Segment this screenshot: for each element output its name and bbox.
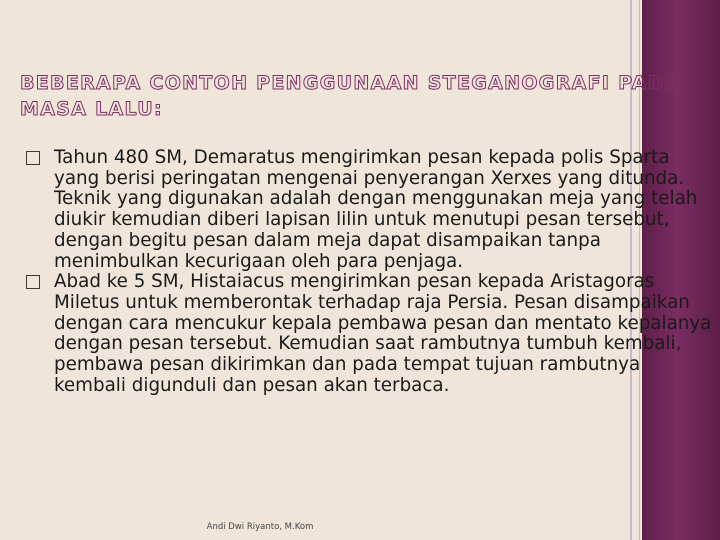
slide-title: BEBERAPA CONTOH PENGGUNAAN STEGANOGRAFI PADA MASA LALU: <box>20 72 681 120</box>
bullet-item-demaratus <box>26 148 716 272</box>
bullet-text: Abad ke 5 SM, Histaiacus mengirimkan pesan kepada Aristagoras Miletus untuk memberontak terhadap raja Persia. Pesan disampaikan dengan cara mencukur kepala pembawa pesan dan mentato kepalanya dengan pesan tersebut. Kemudian saat rambutnya tumbuh kembali, pembawa pesan dikirimkan dan pada tempat tujuan rambutnya kembali digunduli dan pesan akan terbaca. <box>54 271 712 396</box>
square-bullet-icon <box>26 151 40 165</box>
bullet-list <box>26 148 716 396</box>
bullet-text: Tahun 480 SM, Demaratus mengirimkan pesan kepada polis Sparta yang berisi peringatan mengenai penyerangan Xerxes yang ditunda. Teknik yang digunakan adalah dengan menggunakan meja yang telah diukir kemudian diberi lapisan lilin untuk menutupi pesan tersebut, dengan begitu pesan dalam meja dapat disampaikan tanpa menimbulkan kecurigaan oleh para penjaga. <box>54 147 698 272</box>
bullet-item-histaiacus <box>26 272 716 396</box>
square-bullet-icon <box>26 275 40 289</box>
footer-author: Andi Dwi Riyanto, M.Kom <box>206 522 314 532</box>
